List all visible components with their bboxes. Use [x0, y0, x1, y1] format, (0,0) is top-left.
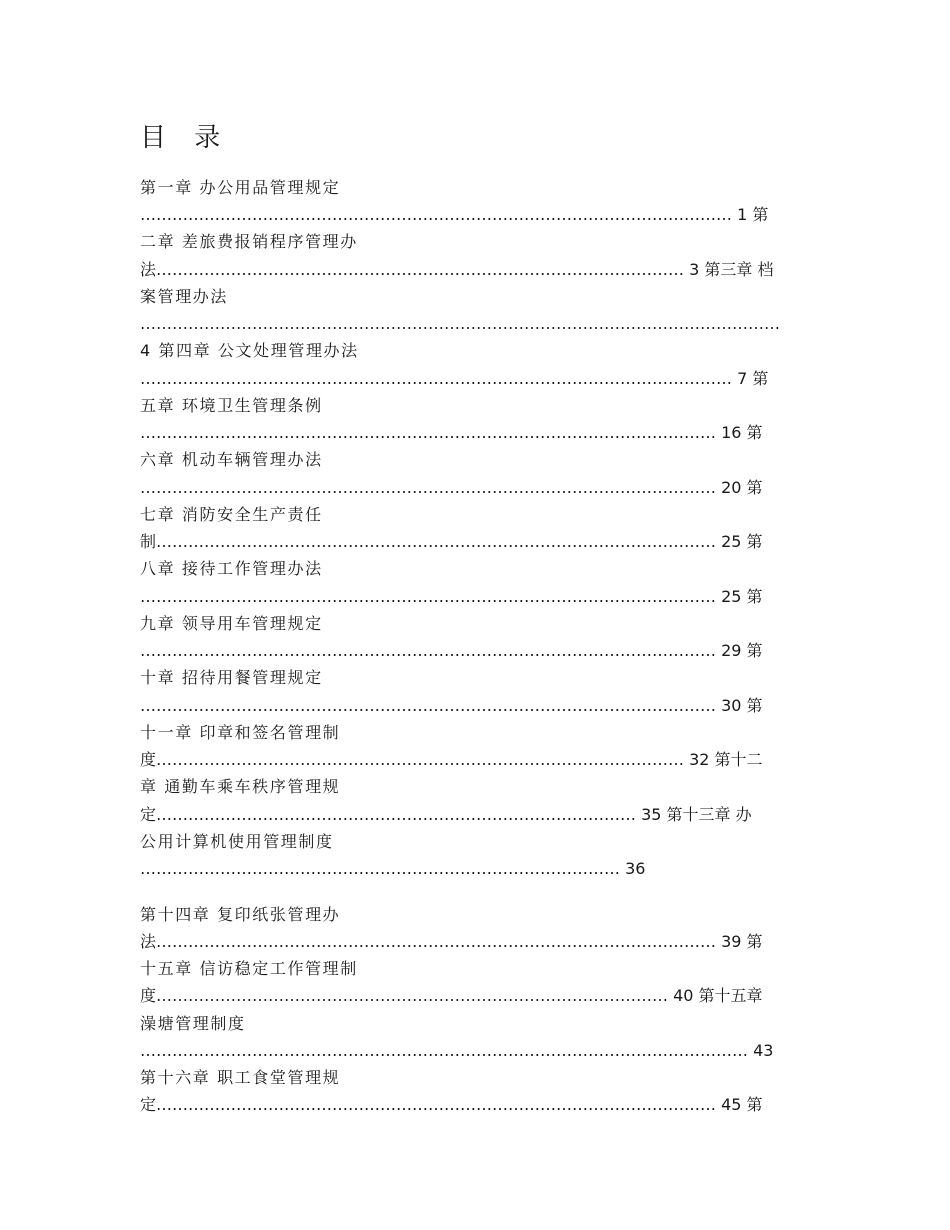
toc-line: 第一章 办公用品管理规定	[140, 178, 341, 197]
toc-line: 九章 领导用车管理规定	[140, 614, 323, 633]
toc-line: 度……………………………………………………………………………………… 32 第十二	[140, 750, 763, 769]
toc-line: 七章 消防安全生产责任	[140, 505, 323, 524]
toc-line: ……………………………………………………………………………………………… 30 第	[140, 696, 763, 715]
toc-line: ……………………………………………………………………………………………… 20 第	[140, 478, 763, 497]
toc-line: 定……………………………………………………………………………… 35 第十三章 办	[140, 805, 752, 824]
toc-line: 十五章 信访稳定工作管理制	[140, 959, 358, 978]
toc-line: 定…………………………………………………………………………………………… 45 第	[140, 1095, 763, 1114]
toc-line: 法……………………………………………………………………………………… 3 第三章 档	[140, 260, 774, 279]
toc-title: 目 录	[140, 123, 231, 153]
toc-line: ……………………………………………………………………………… 36	[140, 859, 646, 878]
toc-line: 澡塘管理制度	[140, 1014, 246, 1033]
toc-line: …………………………………………………………………………………………………… 43	[140, 1041, 774, 1060]
toc-line: ……………………………………………………………………………………………… 25 第	[140, 587, 763, 606]
toc-line: 五章 环境卫生管理条例	[140, 396, 323, 415]
toc-line: 制…………………………………………………………………………………………… 25 第	[140, 532, 763, 551]
toc-line: 第十四章 复印纸张管理办	[140, 905, 341, 924]
toc-line: ………………………………………………………………………………………………… 1 第	[140, 205, 769, 224]
toc-line: 公用计算机使用管理制度	[140, 832, 334, 851]
toc-line: 法…………………………………………………………………………………………… 39 第	[140, 932, 763, 951]
toc-line: 章 通勤车乘车秩序管理规	[140, 777, 341, 796]
toc-line: 度…………………………………………………………………………………… 40 第十五章	[140, 986, 763, 1005]
toc-line: …………………………………………………………………………………………………………	[140, 314, 780, 333]
toc-line: ……………………………………………………………………………………………… 16 第	[140, 423, 763, 442]
toc-line: 十一章 印章和签名管理制	[140, 723, 341, 742]
toc-line: 八章 接待工作管理办法	[140, 559, 323, 578]
toc-line: 六章 机动车辆管理办法	[140, 450, 323, 469]
toc-line: 案管理办法	[140, 287, 229, 306]
toc-line: 二章 差旅费报销程序管理办	[140, 232, 358, 251]
toc-line: 第十六章 职工食堂管理规	[140, 1068, 341, 1087]
toc-line: 十章 招待用餐管理规定	[140, 668, 323, 687]
toc-line: 4 第四章 公文处理管理办法	[140, 341, 359, 360]
toc-line: ……………………………………………………………………………………………… 29 第	[140, 641, 763, 660]
toc-line: ………………………………………………………………………………………………… 7 第	[140, 369, 769, 388]
